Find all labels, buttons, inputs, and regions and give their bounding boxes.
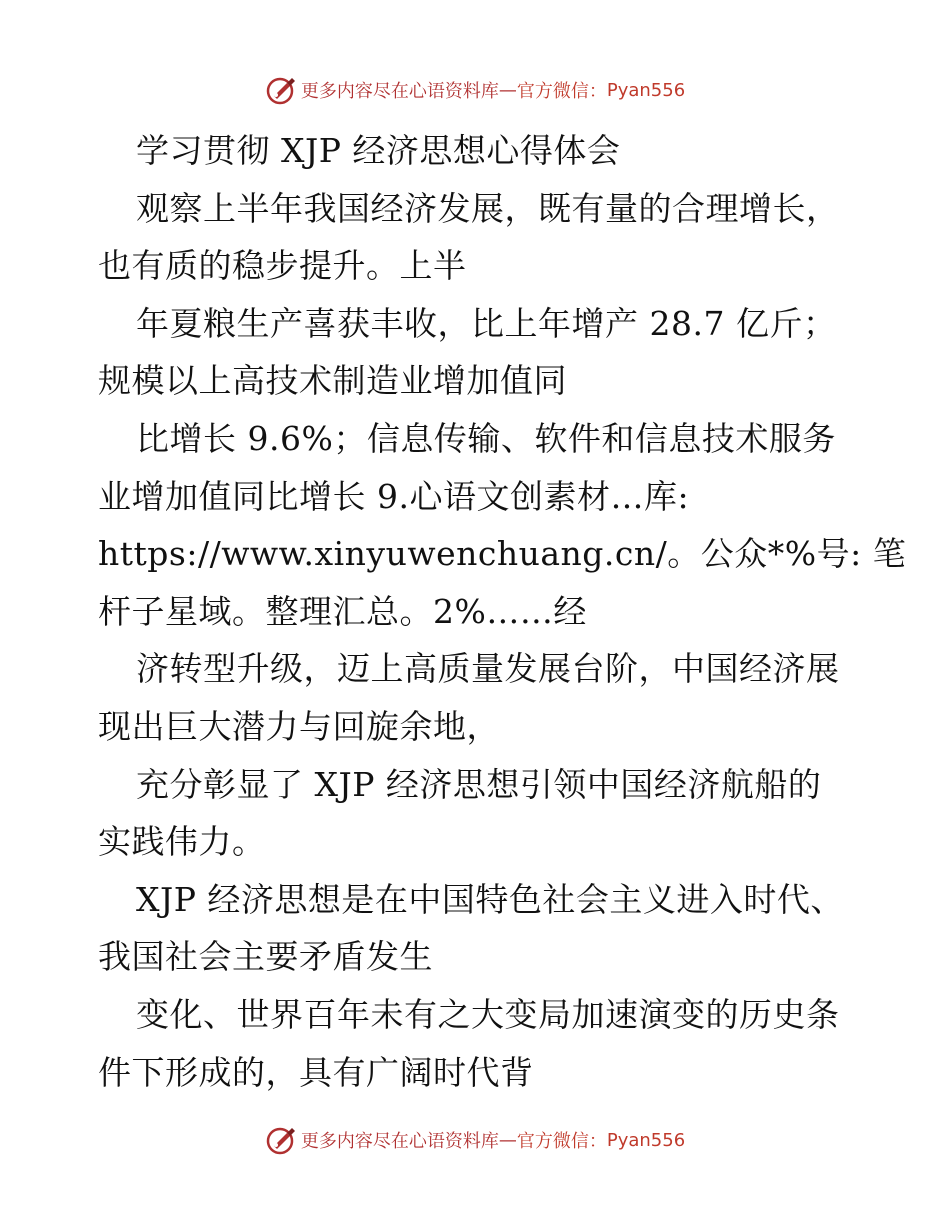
- banner-text: 更多内容尽在心语资料库: [300, 81, 499, 102]
- document-title: 学习贯彻 XJP 经济思想心得体会: [136, 131, 621, 170]
- banner-wechat-id: Pyan556: [606, 79, 686, 101]
- banner-wechat-label: 官方微信：: [516, 81, 607, 102]
- paragraph-line: 充分彰显了 XJP 经济思想引领中国经济航船的: [136, 764, 822, 804]
- document-body: [98, 122, 907, 1101]
- paragraph-line: https://www.xinyuwenchuang.cn/。公众*%号: 笔: [98, 534, 907, 574]
- paragraph-line: 比增长 9.6%；信息传输、软件和信息技术服务: [136, 418, 836, 458]
- banner-wechat-id: Pyan556: [606, 1129, 686, 1151]
- paragraph-line: 杆子星域。整理汇总。2%……经: [98, 591, 587, 631]
- paragraph-line: 规模以上高技术制造业增加值同: [98, 361, 567, 401]
- banner-separator: —: [498, 1129, 517, 1151]
- pen-logo-icon: [265, 74, 297, 106]
- paragraph-line: 年夏粮生产喜获丰收，比上年增产 28.7 亿斤；: [136, 303, 837, 343]
- banner-text: 更多内容尽在心语资料库: [300, 1131, 499, 1152]
- paragraph-line: 我国社会主要矛盾发生: [98, 937, 433, 977]
- paragraph-line: 也有质的稳步提升。上半: [98, 246, 467, 286]
- paragraph-line: 件下形成的，具有广阔时代背: [98, 1052, 534, 1092]
- paragraph-line: 实践伟力。: [98, 822, 266, 862]
- paragraph-line: 变化、世界百年未有之大变局加速演变的历史条: [136, 994, 840, 1034]
- paragraph-line: 业增加值同比增长 9.心语文创素材…库:: [98, 476, 690, 516]
- paragraph-line: 观察上半年我国经济发展，既有量的合理增长，: [136, 188, 840, 228]
- paragraph-line: 济转型升级，迈上高质量发展台阶，中国经济展: [136, 649, 840, 689]
- paragraph-line: 现出巨大潜力与回旋余地，: [98, 706, 500, 746]
- banner-separator: —: [498, 79, 517, 101]
- footer-banner: [0, 1120, 950, 1160]
- paragraph-line: XJP 经济思想是在中国特色社会主义进入时代、: [136, 879, 844, 919]
- pen-logo-icon: [265, 1124, 297, 1156]
- header-banner: [0, 70, 950, 110]
- banner-wechat-label: 官方微信：: [516, 1131, 607, 1152]
